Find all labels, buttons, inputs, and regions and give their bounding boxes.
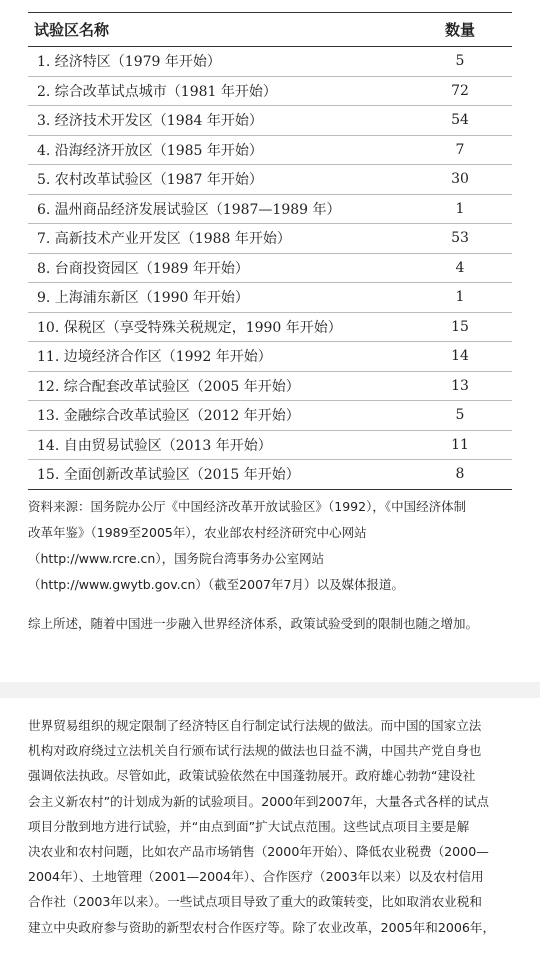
table-row: [28, 312, 512, 342]
row-count: 7: [408, 135, 512, 165]
row-count: 4: [408, 253, 512, 283]
body-line: 建立中央政府参与资助的新型农村合作医疗等。除了农业改革，2005年和2006年，: [28, 919, 496, 935]
table-row: [28, 283, 512, 313]
table-row: [28, 430, 512, 460]
row-count: 5: [408, 47, 512, 77]
table-row: [28, 460, 512, 490]
row-name: 3. 经济技术开发区（1984 年开始）: [28, 106, 408, 136]
table-row: [28, 224, 512, 254]
page-divider: [0, 682, 540, 698]
table-row: [28, 194, 512, 224]
table-header-row: [28, 13, 512, 47]
row-count: 13: [408, 371, 512, 401]
table-row: [28, 371, 512, 401]
row-count: 11: [408, 430, 512, 460]
row-name: 11. 边境经济合作区（1992 年开始）: [28, 342, 408, 372]
row-name: 9. 上海浦东新区（1990 年开始）: [28, 283, 408, 313]
table-row: [28, 135, 512, 165]
row-count: 72: [408, 76, 512, 106]
row-name: 4. 沿海经济开放区（1985 年开始）: [28, 135, 408, 165]
source-line: （http://www.rcre.cn），国务院台湾事务办公室网站: [28, 551, 325, 566]
row-name: 15. 全面创新改革试验区（2015 年开始）: [28, 460, 408, 490]
body-line: 会主义新农村”的计划成为新的试验项目。2000年到2007年，大量各式各样的试点: [28, 793, 490, 809]
body-line: 决农业和农村问题，比如农产品市场销售（2000年开始）、降低农业税费（2000—: [28, 844, 489, 860]
source-line: （http://www.gwytb.gov.cn）（截至2007年7月）以及媒体报道。: [28, 577, 404, 592]
row-name: 8. 台商投资园区（1989 年开始）: [28, 253, 408, 283]
body-line: 2004年）、土地管理（2001—2004年）、合作医疗（2003年以来）以及农村信用: [28, 869, 484, 885]
row-count: 8: [408, 460, 512, 490]
summary-paragraph: 综上所述，随着中国进一步融入世界经济体系，政策试验受到的限制也随之增加。: [28, 616, 479, 631]
table-row: [28, 165, 512, 195]
row-name: 2. 综合改革试点城市（1981 年开始）: [28, 76, 408, 106]
row-name: 5. 农村改革试验区（1987 年开始）: [28, 165, 408, 195]
table-row: [28, 106, 512, 136]
body-line: 强调依法执政。尽管如此，政策试验依然在中国蓬勃展开。政府雄心勃勃“建设社: [28, 768, 476, 784]
trial-zones-table: [28, 12, 512, 490]
row-count: 53: [408, 224, 512, 254]
body-line: 项目分散到地方进行试验，并“由点到面”扩大试点范围。这些试点项目主要是解: [28, 818, 470, 834]
body-paragraph: [28, 713, 514, 940]
row-count: 1: [408, 283, 512, 313]
row-count: 30: [408, 165, 512, 195]
row-name: 10. 保税区（享受特殊关税规定，1990 年开始）: [28, 312, 408, 342]
row-count: 15: [408, 312, 512, 342]
table-row: [28, 47, 512, 77]
row-name: 1. 经济特区（1979 年开始）: [28, 47, 408, 77]
row-count: 54: [408, 106, 512, 136]
row-name: 13. 金融综合改革试验区（2012 年开始）: [28, 401, 408, 431]
row-name: 6. 温州商品经济发展试验区（1987—1989 年）: [28, 194, 408, 224]
row-name: 7. 高新技术产业开发区（1988 年开始）: [28, 224, 408, 254]
row-name: 12. 综合配套改革试验区（2005 年开始）: [28, 371, 408, 401]
source-note: [28, 494, 514, 598]
table-row: [28, 253, 512, 283]
header-name: 试验区名称: [28, 13, 408, 47]
body-line: 合作社（2003年以来）。一些试点项目导致了重大的政策转变，比如取消农业税和: [28, 894, 482, 910]
table-row: [28, 401, 512, 431]
table-row: [28, 342, 512, 372]
body-line: 机构对政府绕过立法机关自行颁布试行法规的做法也日益不满，中国共产党自身也: [28, 743, 482, 759]
body-line: 世界贸易组织的规定限制了经济特区自行制定试行法规的做法。而中国的国家立法: [28, 718, 482, 733]
source-line: 改革年鉴》（1989至2005年），农业部农村经济研究中心网站: [28, 525, 367, 540]
table-row: [28, 76, 512, 106]
row-count: 1: [408, 194, 512, 224]
row-count: 14: [408, 342, 512, 372]
header-count: 数量: [408, 13, 512, 47]
source-line: 资料来源：国务院办公厅《中国经济改革开放试验区》（1992），《中国经济体制: [28, 499, 467, 514]
row-count: 5: [408, 401, 512, 431]
row-name: 14. 自由贸易试验区（2013 年开始）: [28, 430, 408, 460]
